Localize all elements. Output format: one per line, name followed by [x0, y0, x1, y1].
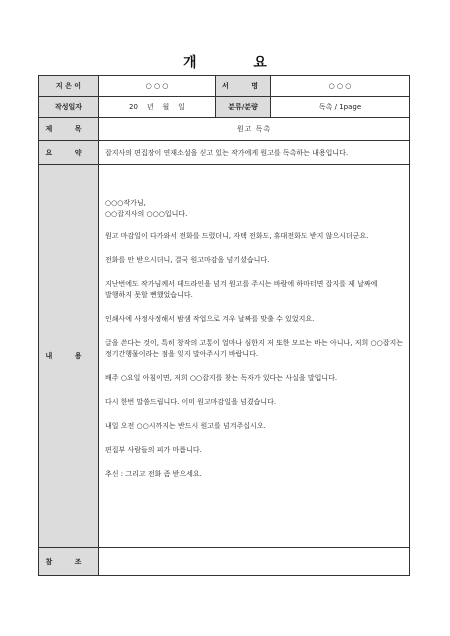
author-value: ○ ○ ○ [99, 76, 216, 97]
paragraph-9: 편집부 사람들의 피가 마릅니다. [105, 446, 202, 454]
content-row [39, 165, 410, 548]
paragraph-10: 추신 : 그리고 전화 좀 받으세요. [105, 470, 202, 478]
notes-value [99, 548, 410, 576]
date-row [39, 97, 410, 118]
subject-value: 원고 독촉 [99, 118, 410, 141]
paragraph-5: 글을 쓴다는 것이, 특히 창작의 고통이 얼마나 심한지 저 또한 모르는 바는 아니나, 저희 ○○잡지는 정기간행물이라는 점을 잊지 말아주시기 바랍니다. [105, 339, 404, 358]
notes-row [39, 548, 410, 576]
greeting-line-1: ○○○작가님, [105, 199, 146, 207]
seo-value: ○ ○ ○ [271, 76, 410, 97]
subject-row [39, 118, 410, 141]
author-row [39, 76, 410, 97]
paragraph-6: 배주 ○요일 아침이면, 저희 ○○잡지를 찾는 독자가 있다는 사실을 말입니다. [105, 374, 338, 382]
date-label: 작성일자 [39, 97, 99, 118]
summary-value: 잡지사의 편집장이 연재소설을 싣고 있는 작가에게 원고를 독촉하는 내용입니다. [99, 141, 410, 165]
summary-label: 요 약 [39, 141, 99, 165]
summary-form-table [38, 75, 410, 576]
author-label: 지 은 이 [39, 76, 99, 97]
paragraph-1: 원고 마감일이 다가와서 전화를 드렸더니, 자택 전화도, 휴대전화도 받지 않으시더군요. [105, 232, 369, 240]
paragraph-8: 내일 오전 ○○시까지는 반드시 원고를 넘겨주십시오. [105, 422, 266, 430]
greeting-line-2: ○○잡지사의 ○○○입니다. [105, 210, 188, 218]
greeting [105, 198, 403, 220]
subject-label: 제 목 [39, 118, 99, 141]
seo-label: 서 명 [216, 76, 271, 97]
paragraph-3: 지난번에도 작가님께서 데드라인을 넘겨 원고를 주시는 바람에 하마터면 잡지를 제 날짜에 발행하지 못할 뻔했었습니다. [105, 280, 378, 299]
content-body [99, 165, 410, 548]
notes-label: 참 조 [39, 548, 99, 576]
category-label: 분류/분량 [216, 97, 271, 118]
content-label: 내 용 [39, 165, 99, 548]
document-title: 개 요 [183, 55, 293, 71]
category-value: 독촉 / 1page [271, 97, 410, 118]
paragraph-7: 다시 한번 말씀드립니다. 이미 원고마감일을 넘겼습니다. [105, 398, 277, 406]
paragraph-4: 인쇄사에 사정사정해서 밤샘 작업으로 겨우 날짜를 맞출 수 있었지요. [105, 315, 315, 323]
paragraph-2: 전화를 안 받으시더니, 결국 원고마감을 넘기셨습니다. [105, 256, 270, 264]
date-value: 20 년 월 일 [99, 97, 216, 118]
summary-row [39, 141, 410, 165]
